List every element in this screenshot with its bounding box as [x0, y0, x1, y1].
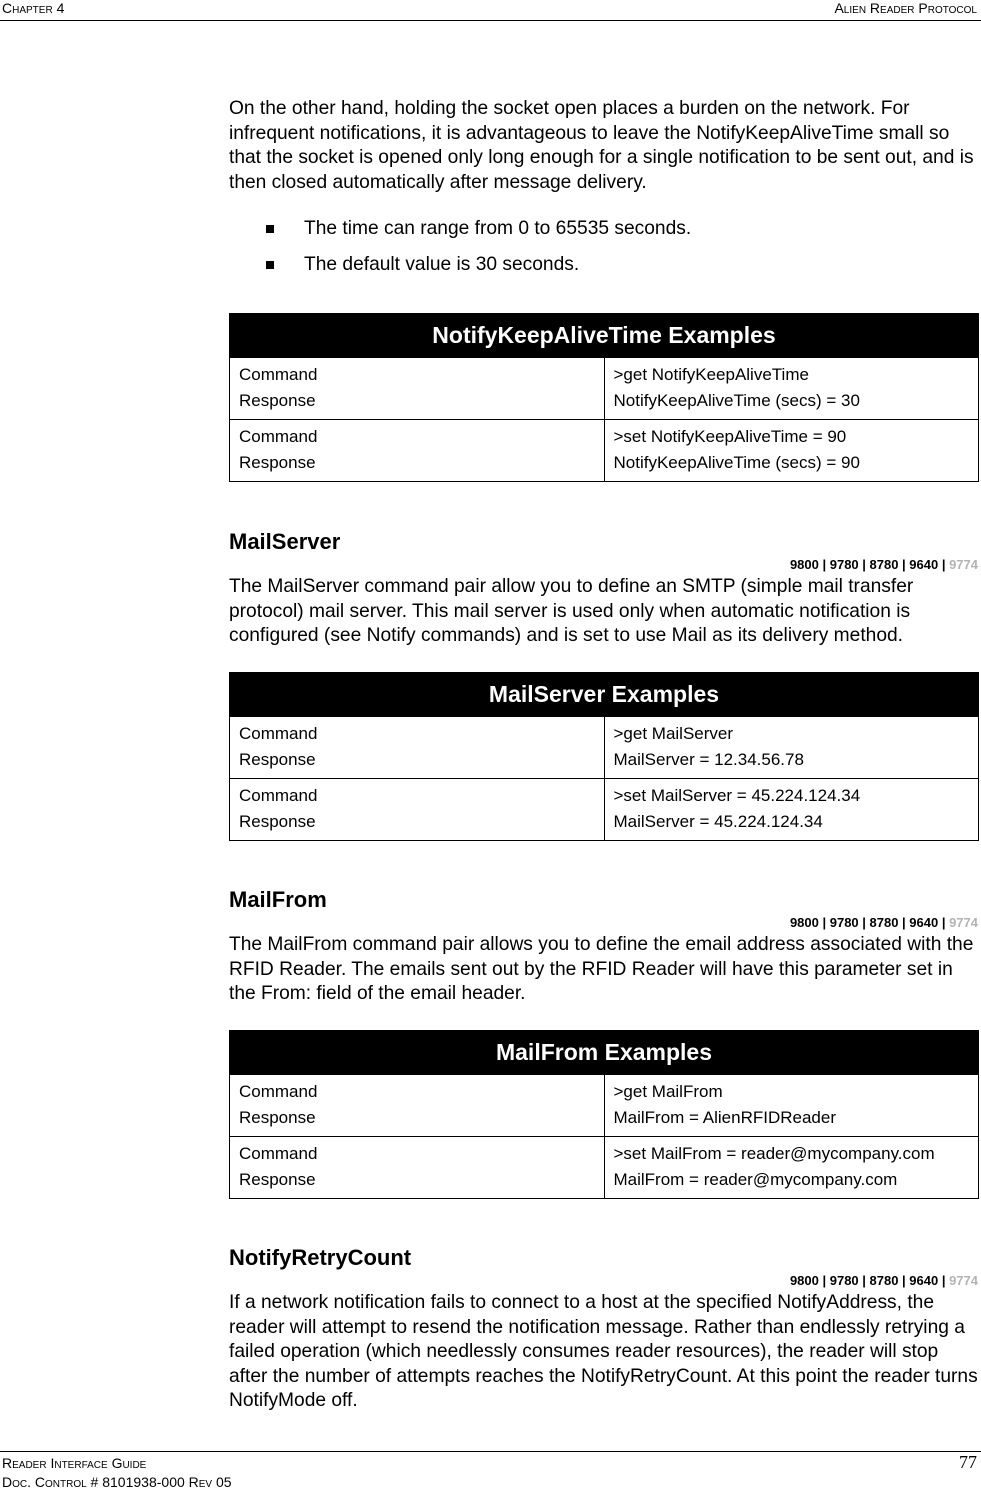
label-cell	[230, 717, 605, 779]
running-header-chapter	[2, 0, 64, 16]
command-text: >get MailFrom	[613, 1082, 723, 1101]
label-command: Command	[239, 427, 318, 446]
label-command: Command	[239, 365, 318, 384]
mailserver-paragraph: The MailServer command pair allow you to define an SMTP (simple mail transfer protocol) mail server. This mail server is used only when automatic notification is configured (see Notify commands) and is set to use Mail as its delivery method.	[229, 576, 914, 646]
models-unsupported: 9774	[949, 1273, 978, 1288]
response-text: MailServer = 45.224.124.34	[613, 811, 823, 831]
footer-guide-title: Reader Interface Guide	[2, 1455, 147, 1471]
mailfrom-paragraph: The MailFrom command pair allows you to define the email address associated with the RFID Reader. The emails sent out by the RFID Reader will have this parameter set in the From: field of the email header.	[229, 934, 974, 1004]
label-command: Command	[239, 786, 318, 805]
keepalive-examples-table	[229, 313, 979, 482]
label-response: Response	[239, 811, 316, 831]
supported-models	[790, 915, 978, 931]
label-command: Command	[239, 1082, 318, 1101]
value-cell	[604, 1075, 979, 1137]
command-text: >set NotifyKeepAliveTime = 90	[613, 427, 847, 446]
table-row	[230, 1075, 979, 1137]
label-cell	[230, 358, 605, 420]
label-response: Response	[239, 390, 316, 410]
mailserver-examples-table	[229, 672, 979, 841]
models-supported: 9800 | 9780 | 8780 | 9640 |	[789, 1273, 950, 1288]
table-title: MailServer Examples	[230, 673, 979, 717]
page-number: 77	[959, 1452, 977, 1472]
models-unsupported: 9774	[949, 557, 978, 572]
response-text: MailFrom = AlienRFIDReader	[613, 1107, 836, 1127]
value-cell	[604, 358, 979, 420]
label-response: Response	[239, 1169, 316, 1189]
label-command: Command	[239, 1144, 318, 1163]
table-row	[230, 779, 979, 841]
footer-doc-control	[2, 1472, 232, 1492]
section-heading-retrycount: NotifyRetryCount	[229, 1245, 412, 1270]
doc-control-label: Doc. Control	[2, 1474, 87, 1490]
supported-models	[790, 557, 978, 573]
table-row	[230, 420, 979, 482]
header-rule	[0, 20, 981, 21]
command-text: >set MailServer = 45.224.124.34	[613, 786, 861, 805]
models-supported: 9800 | 9780 | 8780 | 9640 |	[789, 915, 950, 930]
running-header-title: Alien Reader Protocol	[834, 0, 977, 16]
supported-models	[790, 1273, 978, 1289]
table-title: MailFrom Examples	[230, 1031, 979, 1075]
command-text: >set MailFrom = reader@mycompany.com	[613, 1144, 935, 1163]
bullet-text: The default value is 30 seconds.	[304, 254, 580, 275]
models-unsupported: 9774	[949, 915, 978, 930]
doc-control-number: # 8101938-000	[86, 1474, 189, 1490]
intro-paragraph: On the other hand, holding the socket open places a burden on the network. For infrequent notifications, it is advantageous to leave the NotifyKeepAliveTime small so that the socket is opened only long enough for a single notification to be sent out, and is then closed automatically after message delivery.	[229, 98, 974, 193]
models-supported: 9800 | 9780 | 8780 | 9640 |	[789, 557, 950, 572]
command-text: >get NotifyKeepAliveTime	[613, 365, 809, 384]
response-text: NotifyKeepAliveTime (secs) = 90	[613, 452, 860, 472]
table-title: NotifyKeepAliveTime Examples	[230, 314, 979, 358]
label-response: Response	[239, 452, 316, 472]
chapter-word: Chapter	[2, 0, 53, 16]
label-cell	[230, 420, 605, 482]
label-cell	[230, 779, 605, 841]
label-response: Response	[239, 749, 316, 769]
command-text: >get MailServer	[613, 724, 734, 743]
bullet-text: The time can range from 0 to 65535 seconds.	[304, 218, 692, 239]
table-row	[230, 717, 979, 779]
response-text: MailServer = 12.34.56.78	[613, 749, 804, 769]
revision-label: Rev	[188, 1474, 213, 1490]
chapter-number: 4	[56, 0, 65, 16]
square-bullet-icon	[266, 261, 274, 269]
value-cell	[604, 1137, 979, 1199]
value-cell	[604, 717, 979, 779]
section-heading-mailserver: MailServer	[229, 529, 341, 554]
label-response: Response	[239, 1107, 316, 1127]
value-cell	[604, 779, 979, 841]
retrycount-paragraph: If a network notification fails to connect to a host at the specified NotifyAddress, the reader will attempt to resend the notification message. Rather than endlessly retrying a failed operation (which needlessly consumes reader resources), the reader will stop after the number of attempts reaches the NotifyRetryCount. At this point the reader turns NotifyMode off.	[229, 1292, 978, 1411]
mailfrom-examples-table	[229, 1030, 979, 1199]
footer-rule	[0, 1451, 981, 1452]
square-bullet-icon	[266, 225, 274, 233]
label-cell	[230, 1075, 605, 1137]
table-row	[230, 1137, 979, 1199]
value-cell	[604, 420, 979, 482]
response-text: NotifyKeepAliveTime (secs) = 30	[613, 390, 860, 410]
label-cell	[230, 1137, 605, 1199]
section-heading-mailfrom: MailFrom	[229, 887, 327, 912]
label-command: Command	[239, 724, 318, 743]
response-text: MailFrom = reader@mycompany.com	[613, 1169, 898, 1189]
revision-number: 05	[212, 1474, 232, 1490]
table-row	[230, 358, 979, 420]
